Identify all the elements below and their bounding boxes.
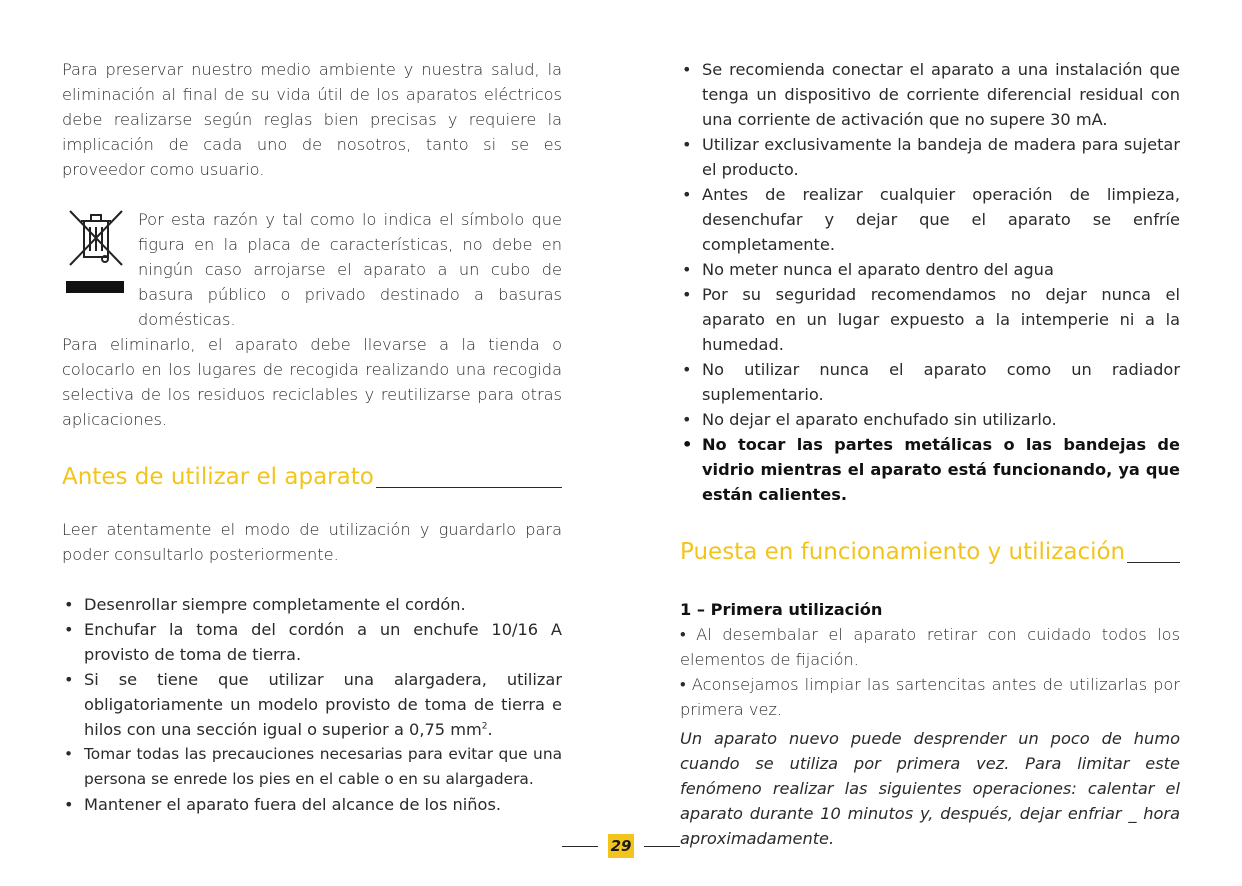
bullet: • [682,360,692,379]
page-number: 29 [608,834,634,858]
bullet: • [64,795,74,814]
list-item: • Utilizar exclusivamente la bandeja de madera para sujetar el producto. [680,132,1180,182]
list-item: • Si se tiene que utilizar una alargadera, utilizar obligatoriamente un modelo provisto de toma de tierra e hilos con una sección igual o superior a 0,75 $mm^2$. [62,667,562,742]
bullet: • [682,285,692,304]
section-heading-text: Antes de utilizar el aparato [62,464,374,490]
bullet: • [64,745,74,763]
superscript: 2 [481,721,488,732]
list-item: • Desenrollar siempre completamente el cordón. [62,592,562,617]
first-use-step-2: • Aconsejamos limpiar las sartencitas antes de utilizarlas por primera vez. [680,675,1180,719]
list-item: • Enchufar la toma del cordón a un enchufe 10/16 A provisto de toma de tierra. [62,617,562,667]
bullet: • [64,670,74,689]
bullet: • [682,410,692,429]
before-use-list [62,592,562,817]
safety-list [680,57,1180,507]
section-heading-operation [680,537,1180,567]
bullet: • [682,60,692,79]
bullet: • [64,595,74,614]
bullet: • [682,435,693,454]
weee-text: Por esta razón y tal como lo indica el símbolo que figura en la placa de características, no debe en ningún caso arrojarse el aparato a un cubo de basura público o privado destinado a basuras domésticas. [138,210,562,329]
subheading-first-use: 1 – Primera utilización [680,600,883,619]
intro-paragraph: Para preservar nuestro medio ambiente y nuestra salud, la eliminación al final de su vida útil de los aparatos eléctricos debe realizarse según reglas bien precisas y requiere la implicación de cada uno de nosotros, tanto si se es proveedor como usuario. [62,60,562,179]
first-use-note: Un aparato nuevo puede desprender un poco de humo cuando se utiliza por primera vez. Para limitar este fenómeno realizar las siguientes operaciones: calentar el aparato durante 10 minutos y, después, dejar enfriar _ hora aproximadamente. [680,729,1180,848]
list-item: • Tomar todas las precauciones necesarias para evitar que una persona se enrede los pies en el cable o en su alargadera. [62,742,562,792]
footer-rule-left [562,846,598,847]
page-footer [0,834,1242,858]
list-item: • Antes de realizar cualquier operación de limpieza, desenchufar y dejar que el aparato se enfríe completamente. [680,182,1180,257]
bullet: • [682,135,692,154]
list-item: • No utilizar nunca el aparato como un radiador suplementario. [680,357,1180,407]
bullet: • [682,185,692,204]
read-note: Leer atentamente el modo de utilización y guardarlo para poder consultarlo posteriormente. [62,520,562,564]
list-item-warning: • No tocar las partes metálicas o las bandejas de vidrio mientras el aparato está funcionando, ya que están calientes. [680,432,1180,507]
list-item: • Por su seguridad recomendamos no dejar nunca el aparato en un lugar expuesto a la intemperie ni a la humedad. [680,282,1180,357]
left-column [62,57,562,817]
list-item: • No meter nunca el aparato dentro del agua [680,257,1180,282]
section-heading-text: Puesta en funcionamiento y utilización [680,539,1126,565]
section-heading-before-use [62,462,562,492]
footer-rule-right [644,846,680,847]
list-item: • Mantener el aparato fuera del alcance de los niños. [62,792,562,817]
list-item: • No dejar el aparato enchufado sin utilizarlo. [680,407,1180,432]
right-column [680,57,1180,851]
heading-rule [1127,562,1180,563]
crossed-out-wheelie-bin-icon [66,209,126,309]
bullet: • [682,260,692,279]
list-item: • Se recomienda conectar el aparato a una instalación que tenga un dispositivo de corriente diferencial residual con una corriente de activación que no supere 30 mA. [680,57,1180,132]
first-use-step-1: • Al desembalar el aparato retirar con cuidado todos los elementos de fijación. [680,625,1180,669]
heading-rule [376,487,562,488]
disposal-paragraph: Para eliminarlo, el aparato debe llevarse a la tienda o colocarlo en los lugares de recogida realizando una recogida selectiva de los residuos reciclables y reutilizarse para otras aplicaciones. [62,335,562,429]
weee-notice [62,207,562,332]
bullet: • [64,620,74,639]
